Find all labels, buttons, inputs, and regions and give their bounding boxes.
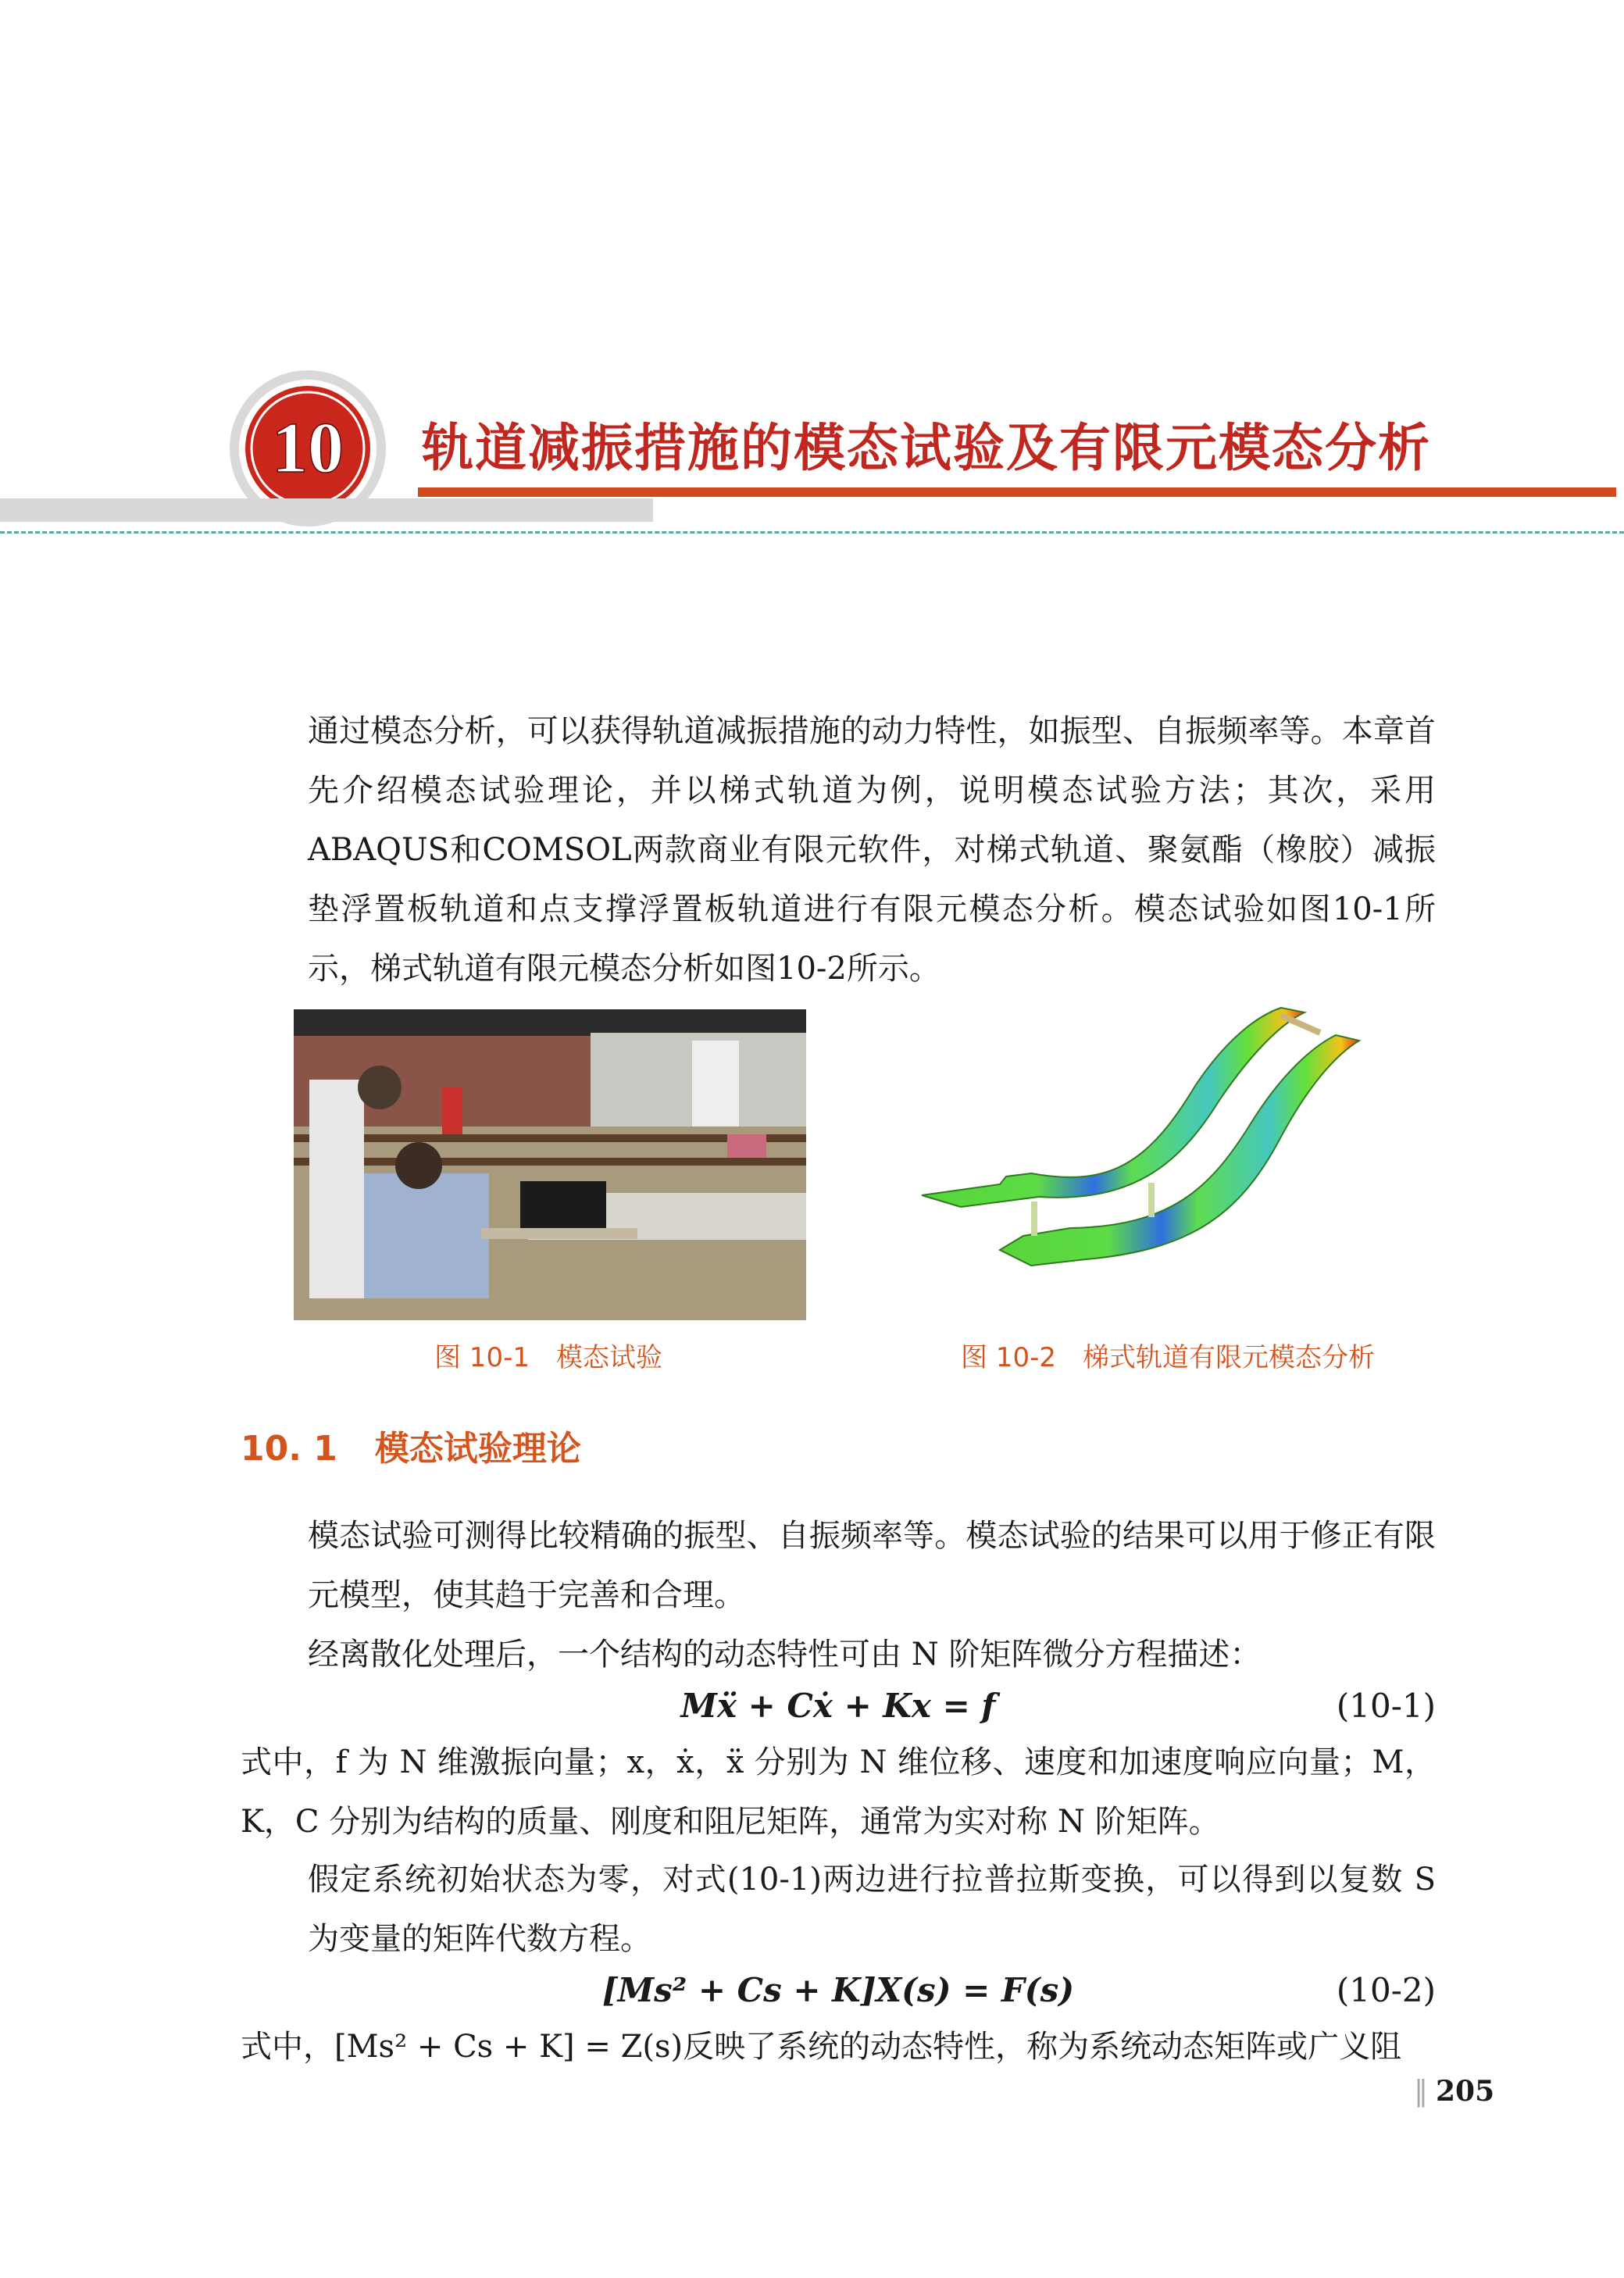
figure-caption-10-1 (434, 1336, 662, 1374)
body-paragraph-4 (241, 1850, 1436, 1969)
body-paragraph-2 (241, 1625, 1436, 1684)
figure-caption-text: 梯式轨道有限元模态分析 (1082, 1342, 1375, 1373)
section-title: 模态试验理论 (374, 1429, 581, 1469)
figure-label: 图 10-2 (961, 1342, 1056, 1373)
body-text: 式中，[Ms² + Cs + K] = Z(s)反映了系统的动态特性，称为系统动态矩阵或广义阻 (241, 2029, 1402, 2065)
figure-caption-10-2 (961, 1336, 1375, 1374)
page-number-divider: ‖ (1414, 2076, 1428, 2108)
body-text: 经离散化处理后，一个结构的动态特性可由 N 阶矩阵微分方程描述： (308, 1637, 1262, 1673)
page-number-value: 205 (1436, 2075, 1495, 2108)
equation-number: (10-1) (1336, 1687, 1436, 1725)
body-text: 式中，f 为 N 维激振向量；x，ẋ，ẍ 分别为 N 维位移、速度和加速度响应向量；M，K，C 分别为结构的质量、刚度和阻尼矩阵，通常为实对称 N 阶矩阵。 (241, 1744, 1436, 1840)
page-number (1414, 2075, 1494, 2108)
chapter-title: 轨道减振措施的模态试验及有限元模态分析 (422, 418, 1431, 478)
equation-formula: Mẍ + Cẋ + Kx = f (680, 1687, 996, 1725)
header-grey-bar (0, 498, 653, 522)
equation-number: (10-2) (1336, 1971, 1436, 2009)
figure-fe-modal-ladder-track (914, 992, 1398, 1305)
header-dashed-divider (0, 531, 1624, 534)
section-heading (241, 1420, 581, 1470)
body-paragraph-3 (241, 1733, 1436, 1851)
body-paragraph-1 (241, 1506, 1436, 1625)
svg-text:10: 10 (272, 408, 344, 487)
figure-caption-text: 模态试验 (555, 1342, 662, 1373)
intro-paragraph (241, 702, 1436, 998)
figure-modal-test-photo (294, 1009, 806, 1320)
section-number: 10. 1 (241, 1429, 337, 1469)
header-rule (418, 487, 1616, 497)
equation-formula: [Ms² + Cs + K]X(s) = F(s) (601, 1971, 1075, 2009)
body-paragraph-5 (241, 2017, 1436, 2076)
figure-label: 图 10-1 (434, 1342, 530, 1373)
body-text: 假定系统初始状态为零，对式(10-1)两边进行拉普拉斯变换，可以得到以复数 S 为变量的矩阵代数方程。 (308, 1862, 1436, 1957)
intro-text: 通过模态分析，可以获得轨道减振措施的动力特性，如振型、自振频率等。本章首先介绍模态试验理论，并以梯式轨道为例，说明模态试验方法；其次，采用ABAQUS和COMSOL两款商业有限元软件，对梯式轨道、聚氨酯（橡胶）减振垫浮置板轨道和点支撑浮置板轨道进行有限元模态分析。模态试验如图10-1所示，梯式轨道有限元模态分析如图10-2所示。 (308, 713, 1436, 987)
body-text: 模态试验可测得比较精确的振型、自振频率等。模态试验的结果可以用于修正有限元模型，使其趋于完善和合理。 (308, 1518, 1436, 1613)
